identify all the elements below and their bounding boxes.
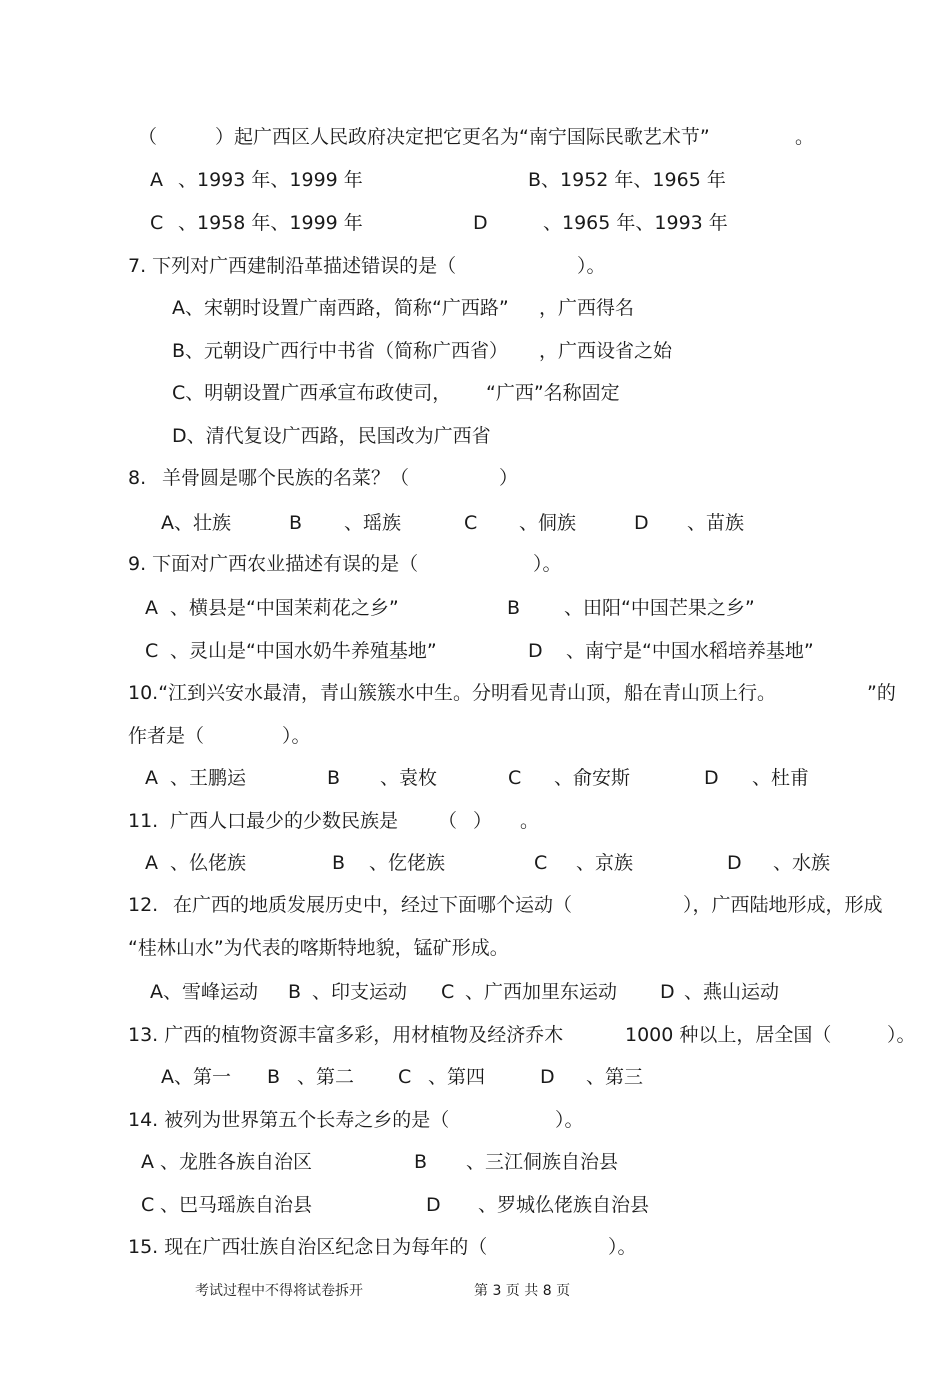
- line-text-segment: D: [634, 512, 649, 534]
- question-line: [0, 636, 950, 666]
- line-text-segment: 、龙胜各族自治区: [160, 1151, 313, 1173]
- line-text-segment: ）。: [282, 725, 311, 747]
- line-text-segment: A: [141, 1151, 154, 1173]
- line-text-segment: C: [150, 212, 164, 234]
- line-text-segment: 、俞安斯: [554, 767, 631, 789]
- line-text-segment: 、瑶族: [344, 512, 402, 534]
- line-text-segment: 、第四: [428, 1066, 486, 1088]
- question-line: [0, 593, 950, 623]
- line-text-segment: ，广西得名: [539, 297, 635, 319]
- line-text-segment: B: [288, 981, 302, 1003]
- line-text-segment: C: [398, 1066, 412, 1088]
- line-text-segment: 13. 广西的植物资源丰富多彩，用材植物及经济乔木: [128, 1024, 564, 1046]
- line-text-segment: 、水族: [773, 852, 831, 874]
- line-text-segment: C: [508, 767, 522, 789]
- question-line: [0, 977, 950, 1007]
- line-text-segment: ）。: [555, 1109, 584, 1131]
- line-text-segment: 14. 被列为世界第五个长寿之乡的是（: [128, 1109, 450, 1131]
- question-line: [0, 208, 950, 238]
- line-text-segment: 10.“江到兴安水最清，青山簇簇水中生。分明看见青山顶，船在青山顶上行。: [128, 682, 777, 704]
- line-text-segment: 11.: [128, 810, 159, 832]
- line-text-segment: B: [507, 597, 521, 619]
- line-text-segment: B、元朝设广西行中书省（简称广西省）: [172, 340, 509, 362]
- line-text-segment: 、1965 年、1993 年: [543, 212, 728, 234]
- line-text-segment: B: [327, 767, 341, 789]
- question-line: [0, 933, 950, 963]
- line-text-segment: 、广西加里东运动: [465, 981, 618, 1003]
- line-text-segment: 、杜甫: [752, 767, 810, 789]
- question-line: [0, 678, 950, 708]
- question-line: [0, 848, 950, 878]
- question-line: [0, 890, 950, 920]
- line-text-segment: ，广西设省之始: [539, 340, 673, 362]
- line-text-segment: 在广西的地质发展历史中，经过下面哪个运动（: [173, 894, 573, 916]
- line-text-segment: （: [138, 126, 158, 148]
- line-text-segment: ）。: [533, 553, 562, 575]
- line-text-segment: D: [727, 852, 742, 874]
- line-text-segment: D: [426, 1194, 441, 1216]
- line-text-segment: ），广西陆地形成，形成: [683, 894, 883, 916]
- line-text-segment: C、明朝设置广西承宣布政使司，: [172, 382, 452, 404]
- question-line: [0, 1020, 950, 1050]
- question-line: [0, 165, 950, 195]
- line-text-segment: 、灵山是“中国水奶牛养殖基地”: [170, 640, 437, 662]
- line-text-segment: 1000 种以上，居全国（: [625, 1024, 832, 1046]
- line-text-segment: ）起广西区人民政府决定把它更名为“南宁国际民歌艺术节”: [215, 126, 710, 148]
- line-text-segment: 9. 下面对广西农业描述有误的是（: [128, 553, 419, 575]
- line-text-segment: ）。: [608, 1236, 637, 1258]
- line-text-segment: B、1952 年、1965 年: [528, 169, 726, 191]
- line-text-segment: ）。: [887, 1024, 916, 1046]
- line-text-segment: A、宋朝时设置广南西路，简称“广西路”: [172, 297, 509, 319]
- line-text-segment: D: [540, 1066, 555, 1088]
- line-text-segment: A: [150, 169, 163, 191]
- question-line: [0, 1190, 950, 1220]
- line-text-segment: A: [145, 852, 158, 874]
- line-text-segment: 、第二: [297, 1066, 355, 1088]
- line-text-segment: 、印支运动: [312, 981, 408, 1003]
- line-text-segment: ）: [473, 810, 493, 832]
- question-line: [0, 763, 950, 793]
- line-text-segment: D: [704, 767, 719, 789]
- question-line: [0, 421, 950, 451]
- line-text-segment: C: [441, 981, 455, 1003]
- line-text-segment: ”的: [867, 682, 896, 704]
- question-line: [0, 336, 950, 366]
- line-text-segment: “广西”名称固定: [486, 382, 620, 404]
- line-text-segment: B: [267, 1066, 281, 1088]
- line-text-segment: 作者是（: [128, 725, 205, 747]
- line-text-segment: 、田阳“中国芒果之乡”: [564, 597, 755, 619]
- line-text-segment: A、雪峰运动: [150, 981, 258, 1003]
- line-text-segment: 、王鹏运: [170, 767, 247, 789]
- line-text-segment: ）: [499, 467, 519, 489]
- line-text-segment: 。: [520, 810, 540, 832]
- footer-notice: 考试过程中不得将试卷拆开: [195, 1283, 363, 1299]
- line-text-segment: 、1958 年、1999 年: [178, 212, 363, 234]
- line-text-segment: D: [528, 640, 543, 662]
- line-text-segment: A: [145, 597, 158, 619]
- line-text-segment: D: [473, 212, 488, 234]
- line-text-segment: （: [438, 810, 458, 832]
- line-text-segment: C: [141, 1194, 155, 1216]
- line-text-segment: 、京族: [576, 852, 634, 874]
- question-line: [0, 549, 950, 579]
- question-line: [0, 1147, 950, 1177]
- line-text-segment: 、南宁是“中国水稻培养基地”: [566, 640, 814, 662]
- question-line: [0, 251, 950, 281]
- question-line: [0, 122, 950, 152]
- question-line: [0, 508, 950, 538]
- question-line: [0, 378, 950, 408]
- line-text-segment: A: [145, 767, 158, 789]
- line-text-segment: B: [414, 1151, 428, 1173]
- line-text-segment: D: [660, 981, 675, 1003]
- line-text-segment: 、第三: [586, 1066, 644, 1088]
- line-text-segment: C: [145, 640, 159, 662]
- line-text-segment: A、第一: [161, 1066, 231, 1088]
- question-line: [0, 1105, 950, 1135]
- line-text-segment: C: [534, 852, 548, 874]
- line-text-segment: 、袁枚: [380, 767, 438, 789]
- line-text-segment: B: [289, 512, 303, 534]
- line-text-segment: 12.: [128, 894, 159, 916]
- question-line: [0, 721, 950, 751]
- question-line: [0, 1232, 950, 1262]
- line-text-segment: C: [464, 512, 478, 534]
- line-text-segment: 、燕山运动: [684, 981, 780, 1003]
- line-text-segment: 羊骨圆是哪个民族的名菜？（: [162, 467, 410, 489]
- line-text-segment: 、罗城仫佬族自治县: [478, 1194, 650, 1216]
- question-line: [0, 463, 950, 493]
- line-text-segment: B: [332, 852, 346, 874]
- line-text-segment: 8.: [128, 467, 147, 489]
- line-text-segment: 、苗族: [687, 512, 745, 534]
- line-text-segment: “桂林山水”为代表的喀斯特地貌，锰矿形成。: [128, 937, 509, 959]
- line-text-segment: 7. 下列对广西建制沿革描述错误的是（: [128, 255, 457, 277]
- question-line: [0, 806, 950, 836]
- question-line: [0, 293, 950, 323]
- footer-page-number: 第 3 页 共 8 页: [474, 1283, 571, 1299]
- line-text-segment: 。: [795, 126, 815, 148]
- line-text-segment: 、仡佬族: [369, 852, 446, 874]
- line-text-segment: 、横县是“中国茉莉花之乡”: [170, 597, 399, 619]
- line-text-segment: 、1993 年、1999 年: [178, 169, 363, 191]
- line-text-segment: 、仫佬族: [170, 852, 247, 874]
- line-text-segment: ）。: [577, 255, 606, 277]
- question-line: [0, 1062, 950, 1092]
- line-text-segment: 广西人口最少的少数民族是: [170, 810, 399, 832]
- line-text-segment: D、清代复设广西路，民国改为广西省: [172, 425, 491, 447]
- line-text-segment: 、巴马瑶族自治县: [160, 1194, 313, 1216]
- line-text-segment: 15. 现在广西壮族自治区纪念日为每年的（: [128, 1236, 488, 1258]
- line-text-segment: A、壮族: [161, 512, 231, 534]
- line-text-segment: 、三江侗族自治县: [466, 1151, 619, 1173]
- line-text-segment: 、侗族: [519, 512, 577, 534]
